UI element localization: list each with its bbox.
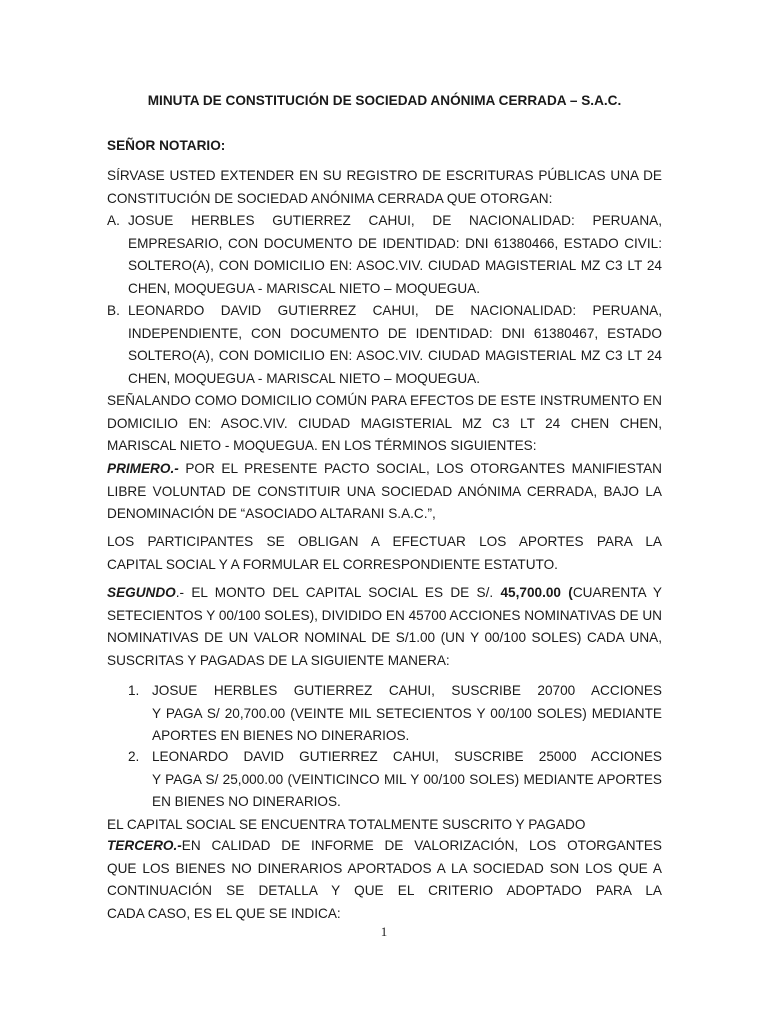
party-line: JOSUE HERBLES GUTIERREZ CAHUI, DE NACIONALIDAD: PERUANA, <box>128 213 662 228</box>
domicile-line: SEÑALANDO COMO DOMICILIO COMÚN PARA EFECTOS DE ESTE INSTRUMENTO EN <box>107 393 662 408</box>
clause-text: POR EL PRESENTE PACTO SOCIAL, LOS OTORGANTES MANIFIESTAN <box>185 461 662 476</box>
capital-note <box>107 814 662 837</box>
party-line: CHEN, MOQUEGUA - MARISCAL NIETO – MOQUEGUA. <box>128 370 480 386</box>
party-line: EMPRESARIO, CON DOCUMENTO DE IDENTIDAD: DNI 61380466, ESTADO CIVIL: <box>128 235 662 251</box>
clause-line: DENOMINACIÓN DE “ASOCIADO ALTARANI S.A.C.”, <box>107 506 436 521</box>
list-marker: 1. <box>128 683 140 698</box>
clause-primero <box>107 458 662 526</box>
clause-line: QUE LOS BIENES NO DINERARIOS APORTADOS A LA SOCIEDAD SON LOS QUE A <box>107 860 662 876</box>
intro-paragraph <box>107 165 662 210</box>
subscription-line: Y PAGA S/ 20,700.00 (VEINTE MIL SETECIENTOS Y 00/100 SOLES) MEDIANTE <box>152 705 662 721</box>
capital-note-line: EL CAPITAL SOCIAL SE ENCUENTRA TOTALMENTE SUSCRITO Y PAGADO <box>107 817 586 832</box>
clause-line <box>107 582 662 605</box>
clause-line: NOMINATIVAS DE UN VALOR NOMINAL DE S/1.00 (UN Y 00/100 SOLES) CADA UNA, <box>107 630 662 645</box>
page-number: 1 <box>380 924 388 939</box>
clause-line: SUSCRITAS Y PAGADAS DE LA SIGUIENTE MANERA: <box>107 652 450 668</box>
list-marker: 2. <box>128 749 140 764</box>
party-line: INDEPENDIENTE, CON DOCUMENTO DE IDENTIDAD: DNI 61380467, ESTADO <box>128 325 662 341</box>
clause-line: SETECIENTOS Y 00/100 SOLES), DIVIDIDO EN 45700 ACCIONES NOMINATIVAS DE UN <box>107 607 662 623</box>
clause-segundo <box>107 582 662 672</box>
party-line: SOLTERO(A), CON DOMICILIO EN: ASOC.VIV. CIUDAD MAGISTERIAL MZ C3 LT 24 <box>128 348 662 363</box>
party-line: LEONARDO DAVID GUTIERREZ CAHUI, DE NACIONALIDAD: PERUANA, <box>128 303 662 318</box>
participants-line: CAPITAL SOCIAL Y A FORMULAR EL CORRESPONDIENTE ESTATUTO. <box>107 556 558 572</box>
participants-line: LOS PARTICIPANTES SE OBLIGAN A EFECTUAR LOS APORTES PARA LA <box>107 534 662 549</box>
domicile-line: DOMICILIO EN: ASOC.VIV. CIUDAD MAGISTERIAL MZ C3 LT 24 CHEN CHEN, <box>107 415 662 431</box>
clause-tercero <box>107 835 662 925</box>
clause-text: .- EL MONTO DEL CAPITAL SOCIAL ES DE S/. <box>175 585 501 600</box>
clause-text: CUARENTA Y <box>572 585 662 600</box>
domicile-line: MARISCAL NIETO - MOQUEGUA. EN LOS TÉRMINOS SIGUIENTES: <box>107 438 537 453</box>
clause-line: LIBRE VOLUNTAD DE CONSTITUIR UNA SOCIEDAD ANÓNIMA CERRADA, BAJO LA <box>107 483 662 499</box>
clause-line: CADA CASO, ES EL QUE SE INDICA: <box>107 905 341 921</box>
clause-label: SEGUNDO <box>107 585 176 600</box>
subscription-line: EN BIENES NO DINERARIOS. <box>152 794 341 809</box>
capital-amount: 45,700.00 ( <box>500 585 573 600</box>
subscription-line: LEONARDO DAVID GUTIERREZ CAHUI, SUSCRIBE 25000 ACCIONES <box>152 749 662 764</box>
participants-paragraph <box>107 531 662 576</box>
clause-line <box>107 458 662 481</box>
salutation: SEÑOR NOTARIO: <box>107 138 226 153</box>
clause-line <box>107 835 662 858</box>
clause-label: PRIMERO.- <box>107 461 179 476</box>
party-line: CHEN, MOQUEGUA - MARISCAL NIETO – MOQUEGUA. <box>128 280 480 296</box>
intro-line: SÍRVASE USTED EXTENDER EN SU REGISTRO DE ESCRITURAS PÚBLICAS UNA DE <box>107 168 662 183</box>
clause-text: EN CALIDAD DE INFORME DE VALORIZACIÓN, LOS OTORGANTES <box>181 838 662 853</box>
intro-line: CONSTITUCIÓN DE SOCIEDAD ANÓNIMA CERRADA QUE OTORGAN: <box>107 190 553 206</box>
document-title: MINUTA DE CONSTITUCIÓN DE SOCIEDAD ANÓNIMA CERRADA – S.A.C. <box>147 93 622 108</box>
clause-line: CONTINUACIÓN SE DETALLA Y QUE EL CRITERIO ADOPTADO PARA LA <box>107 883 662 898</box>
list-marker: B. <box>107 303 120 318</box>
list-marker: A. <box>107 213 120 228</box>
domicile-paragraph <box>107 390 662 458</box>
subscription-line: APORTES EN BIENES NO DINERARIOS. <box>152 728 410 743</box>
party-line: SOLTERO(A), CON DOMICILIO EN: ASOC.VIV. CIUDAD MAGISTERIAL MZ C3 LT 24 <box>128 258 662 273</box>
clause-label: TERCERO.- <box>107 838 182 853</box>
subscription-line: JOSUE HERBLES GUTIERREZ CAHUI, SUSCRIBE 20700 ACCIONES <box>152 683 662 698</box>
subscription-line: Y PAGA S/ 25,000.00 (VEINTICINCO MIL Y 00/100 SOLES) MEDIANTE APORTES <box>152 771 662 787</box>
